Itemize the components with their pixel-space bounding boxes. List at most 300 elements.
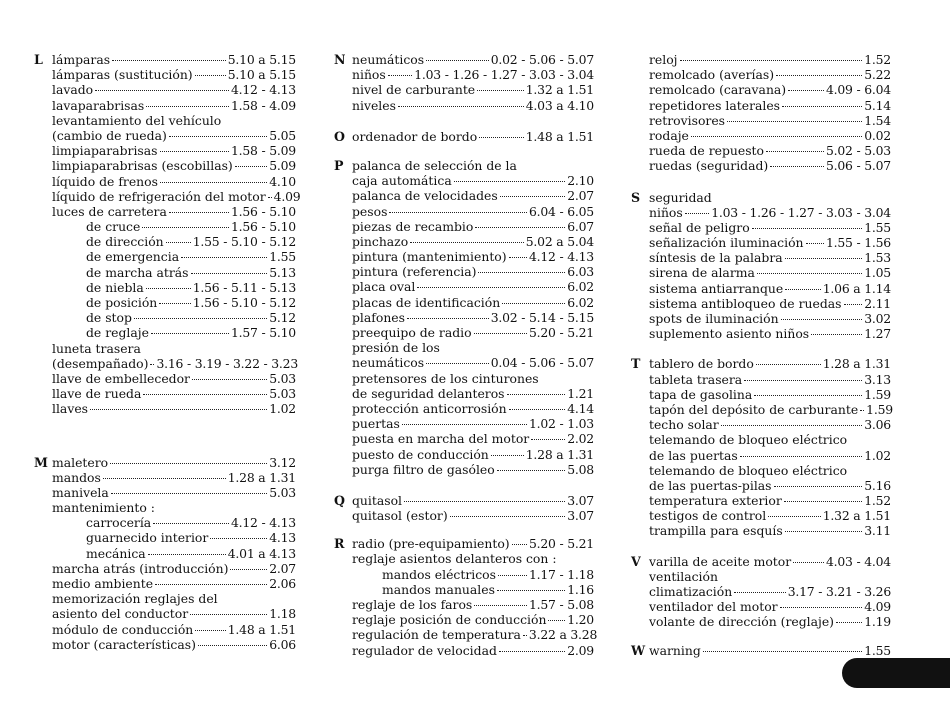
entry-label: tableta trasera bbox=[649, 371, 743, 387]
index-entry bbox=[649, 190, 891, 205]
entry-label: de cruce bbox=[86, 219, 141, 235]
entry-label: luces de carretera bbox=[52, 203, 167, 219]
dot-leader bbox=[195, 75, 226, 76]
index-entry bbox=[649, 599, 891, 614]
index-entry bbox=[52, 356, 296, 371]
entry-page-ref: 2.02 bbox=[567, 431, 594, 447]
entry-label: ruedas (seguridad) bbox=[649, 158, 769, 174]
entry-label: presión de los bbox=[352, 340, 440, 356]
index-entry bbox=[649, 205, 891, 220]
entry-label: retrovisores bbox=[649, 112, 726, 128]
index-column-middle bbox=[334, 52, 598, 658]
dot-leader bbox=[782, 106, 862, 107]
entry-page-ref: 1.55 bbox=[269, 249, 296, 265]
index-entry bbox=[352, 551, 594, 566]
entry-label: de seguridad delanteros bbox=[352, 385, 505, 401]
index-entry bbox=[649, 523, 891, 538]
dot-leader bbox=[727, 121, 862, 122]
section-letter: T bbox=[631, 356, 641, 372]
dot-leader bbox=[402, 424, 527, 425]
dot-leader bbox=[210, 538, 267, 539]
index-entry bbox=[352, 371, 594, 386]
index-section bbox=[34, 52, 301, 417]
entry-page-ref: 1.16 bbox=[567, 581, 594, 597]
index-entry bbox=[52, 371, 296, 386]
entry-page-ref: 5.05 bbox=[269, 127, 296, 143]
index-section bbox=[334, 158, 594, 477]
index-entry bbox=[352, 508, 594, 523]
index-entry bbox=[649, 281, 891, 296]
entry-label: asiento del conductor bbox=[52, 606, 189, 622]
entry-page-ref: 5.06 - 5.07 bbox=[825, 158, 891, 174]
entry-page-ref: 1.55 bbox=[864, 219, 891, 235]
dot-leader bbox=[169, 136, 267, 137]
index-entry bbox=[52, 530, 296, 545]
entry-page-ref: 2.10 bbox=[567, 173, 594, 189]
entry-label: palanca de selección de la bbox=[352, 157, 517, 173]
index-entry bbox=[52, 280, 296, 295]
entry-label: rueda de repuesto bbox=[649, 143, 764, 159]
entry-page-ref: 2.07 bbox=[567, 188, 594, 204]
entry-page-ref: 1.17 - 1.18 bbox=[528, 566, 594, 582]
dot-leader bbox=[498, 575, 527, 576]
entry-label: marcha atrás (introducción) bbox=[52, 560, 229, 576]
dot-leader bbox=[860, 410, 864, 411]
entry-label: protección anticorrosión bbox=[352, 400, 507, 416]
entry-page-ref: 6.06 bbox=[269, 636, 296, 652]
dot-leader bbox=[507, 394, 566, 395]
entry-label: ordenador de bordo bbox=[352, 128, 478, 144]
index-entry bbox=[352, 447, 594, 462]
dot-leader bbox=[788, 90, 824, 91]
entry-page-ref: 1.48 a 1.51 bbox=[227, 621, 296, 637]
index-entry bbox=[52, 204, 296, 219]
index-entry bbox=[352, 612, 594, 627]
entry-label: líquido de frenos bbox=[52, 173, 158, 189]
index-entry bbox=[649, 265, 891, 280]
entry-label: lavado bbox=[52, 82, 94, 98]
entry-label: lámparas (sustitución) bbox=[52, 67, 193, 83]
entry-label: de las puertas-pilas bbox=[649, 477, 772, 493]
entry-label: mecánica bbox=[86, 545, 146, 561]
entry-label: reglaje posición de conducción bbox=[352, 612, 547, 628]
index-entry bbox=[352, 129, 594, 144]
index-entry bbox=[52, 265, 296, 280]
entry-label: mandos bbox=[52, 469, 101, 485]
entry-page-ref: 1.56 - 5.10 bbox=[230, 203, 296, 219]
entry-label: lavaparabrisas bbox=[52, 97, 145, 113]
entry-page-ref: 1.05 bbox=[864, 265, 891, 281]
index-entry bbox=[649, 387, 891, 402]
entry-page-ref: 2.06 bbox=[269, 576, 296, 591]
entry-page-ref: 1.55 bbox=[864, 642, 891, 658]
entry-label: tapa de gasolina bbox=[649, 386, 753, 402]
entry-page-ref: 4.12 - 4.13 bbox=[528, 249, 594, 265]
dot-leader bbox=[734, 592, 786, 593]
entry-page-ref: 1.56 - 5.10 bbox=[230, 219, 296, 235]
index-entry bbox=[649, 508, 891, 523]
entry-label: temperatura exterior bbox=[649, 493, 782, 509]
dot-leader bbox=[110, 463, 267, 464]
index-entry bbox=[352, 493, 594, 508]
index-entry bbox=[649, 478, 891, 493]
index-entry bbox=[649, 614, 891, 629]
entry-label: lámparas bbox=[52, 52, 111, 67]
dot-leader bbox=[497, 470, 565, 471]
entry-label: señal de peligro bbox=[649, 219, 750, 235]
entry-page-ref: 1.58 - 5.09 bbox=[230, 143, 296, 159]
entry-label: llaves bbox=[52, 401, 89, 417]
index-entry bbox=[649, 98, 891, 113]
entry-page-ref: 4.14 bbox=[567, 400, 594, 416]
index-entry bbox=[52, 219, 296, 234]
dot-leader bbox=[166, 242, 191, 243]
entry-page-ref: 5.09 bbox=[269, 158, 296, 174]
dot-leader bbox=[159, 303, 190, 304]
entry-label: reglaje asientos delanteros con : bbox=[352, 551, 557, 567]
entry-page-ref: 1.59 bbox=[864, 386, 891, 402]
entry-page-ref: 1.02 - 1.03 bbox=[528, 416, 594, 432]
entry-label: telemando de bloqueo eléctrico bbox=[649, 462, 848, 478]
entry-page-ref: 1.58 - 4.09 bbox=[230, 97, 296, 113]
entry-label: plafones bbox=[352, 309, 405, 325]
dot-leader bbox=[398, 106, 524, 107]
entry-label: varilla de aceite motor bbox=[649, 553, 792, 569]
entry-label: regulación de temperatura bbox=[352, 627, 521, 643]
entry-label: remolcado (caravana) bbox=[649, 82, 787, 98]
dot-leader bbox=[785, 258, 863, 259]
entry-label: reloj bbox=[649, 52, 678, 67]
entry-label: repetidores laterales bbox=[649, 97, 781, 113]
index-entry bbox=[649, 372, 891, 387]
index-entry bbox=[352, 340, 594, 355]
index-entry bbox=[52, 310, 296, 325]
entry-label: regulador de velocidad bbox=[352, 642, 497, 658]
entry-page-ref: 1.19 bbox=[864, 614, 891, 630]
dot-leader bbox=[426, 60, 489, 61]
section-letter: S bbox=[631, 189, 641, 205]
index-entry bbox=[352, 264, 594, 279]
index-entry bbox=[352, 325, 594, 340]
index-entry bbox=[352, 52, 594, 67]
entry-page-ref: 1.02 bbox=[864, 447, 891, 463]
entry-page-ref: 1.54 bbox=[864, 112, 891, 128]
index-entry bbox=[352, 188, 594, 203]
entry-page-ref: 1.28 a 1.31 bbox=[227, 469, 296, 485]
index-entry bbox=[52, 82, 296, 97]
index-entry bbox=[352, 98, 594, 113]
dot-leader bbox=[190, 614, 267, 615]
index-entry bbox=[352, 597, 594, 612]
dot-leader bbox=[146, 106, 229, 107]
index-entry bbox=[52, 637, 296, 652]
index-entry bbox=[649, 402, 891, 417]
section-letter: R bbox=[334, 536, 345, 552]
index-entry bbox=[352, 536, 594, 551]
dot-leader bbox=[548, 620, 565, 621]
dot-leader bbox=[691, 136, 862, 137]
entry-label: testigos de control bbox=[649, 508, 767, 524]
dot-leader bbox=[491, 455, 524, 456]
entry-label: pesos bbox=[352, 203, 388, 219]
index-entry bbox=[52, 98, 296, 113]
index-entry bbox=[649, 554, 891, 569]
entry-page-ref: 2.09 bbox=[567, 642, 594, 658]
entry-label: de las puertas bbox=[649, 447, 738, 463]
entry-label: ventilador del motor bbox=[649, 599, 778, 615]
section-letter: M bbox=[34, 454, 48, 470]
entry-label: sirena de alarma bbox=[649, 265, 755, 281]
section-letter: P bbox=[334, 157, 344, 173]
entry-page-ref: 5.08 bbox=[567, 461, 594, 477]
index-section bbox=[631, 643, 891, 658]
dot-leader bbox=[757, 273, 862, 274]
entry-page-ref: 1.02 bbox=[269, 401, 296, 417]
entry-label: nivel de carburante bbox=[352, 82, 476, 98]
page-edge-tab bbox=[842, 658, 950, 688]
index-entry bbox=[52, 386, 296, 401]
dot-leader bbox=[148, 554, 226, 555]
dot-leader bbox=[780, 607, 863, 608]
dot-leader bbox=[509, 257, 527, 258]
dot-leader bbox=[784, 501, 862, 502]
dot-leader bbox=[410, 242, 524, 243]
index-entry bbox=[352, 173, 594, 188]
entry-label: trampilla para esquís bbox=[649, 523, 783, 539]
index-entry bbox=[352, 416, 594, 431]
dot-leader bbox=[479, 137, 524, 138]
dot-leader bbox=[111, 493, 267, 494]
section-letter: O bbox=[334, 128, 345, 144]
entry-page-ref: 5.14 bbox=[864, 97, 891, 113]
dot-leader bbox=[192, 379, 267, 380]
entry-label: limpiaparabrisas (escobillas) bbox=[52, 158, 233, 174]
entry-page-ref: 3.12 bbox=[269, 454, 296, 470]
entry-label: (cambio de rueda) bbox=[52, 127, 167, 143]
dot-leader bbox=[153, 523, 229, 524]
entry-page-ref: 4.12 - 4.13 bbox=[230, 82, 296, 98]
dot-leader bbox=[230, 569, 267, 570]
dot-leader bbox=[512, 544, 527, 545]
index-entry bbox=[52, 249, 296, 264]
dot-leader bbox=[169, 212, 229, 213]
dot-leader bbox=[160, 151, 229, 152]
entry-label: de dirección bbox=[86, 234, 164, 250]
dot-leader bbox=[744, 380, 862, 381]
entry-label: suplemento asiento niños bbox=[649, 326, 810, 342]
index-entry bbox=[649, 113, 891, 128]
index-entry bbox=[352, 355, 594, 370]
index-section bbox=[334, 129, 594, 144]
dot-leader bbox=[756, 364, 821, 365]
entry-page-ref: 4.03 a 4.10 bbox=[525, 97, 594, 113]
entry-label: (desempañado) bbox=[52, 355, 149, 371]
index-entry bbox=[52, 52, 296, 67]
entry-label: niveles bbox=[352, 97, 396, 113]
dot-leader bbox=[768, 516, 821, 517]
dot-leader bbox=[806, 243, 824, 244]
dot-leader bbox=[766, 151, 824, 152]
entry-label: motor (características) bbox=[52, 636, 196, 652]
entry-page-ref: 1.27 bbox=[864, 326, 891, 342]
dot-leader bbox=[500, 196, 565, 197]
dot-leader bbox=[754, 395, 862, 396]
dot-leader bbox=[499, 651, 565, 652]
entry-page-ref: 5.10 a 5.15 bbox=[227, 67, 296, 83]
entry-label: puesto de conducción bbox=[352, 446, 489, 462]
index-entry bbox=[52, 591, 296, 606]
dot-leader bbox=[793, 562, 824, 563]
entry-page-ref: 5.20 - 5.21 bbox=[528, 325, 594, 340]
entry-page-ref: 3.02 - 5.14 - 5.15 bbox=[490, 309, 594, 325]
dot-leader bbox=[509, 409, 566, 410]
index-section bbox=[631, 52, 891, 174]
dot-leader bbox=[146, 288, 191, 289]
entry-page-ref: 3.07 bbox=[567, 492, 594, 508]
entry-label: mandos eléctricos bbox=[382, 566, 496, 582]
index-entry bbox=[52, 455, 296, 470]
index-entry bbox=[52, 485, 296, 500]
index-entry bbox=[352, 158, 594, 173]
index-entry bbox=[352, 627, 598, 643]
entry-label: techo solar bbox=[649, 417, 719, 433]
entry-label: pintura (referencia) bbox=[352, 264, 477, 280]
entry-label: de niebla bbox=[86, 279, 144, 295]
entry-page-ref: 4.09 - 6.04 bbox=[825, 82, 891, 98]
index-entry bbox=[52, 234, 296, 249]
entry-label: medio ambiente bbox=[52, 576, 154, 591]
entry-label: piezas de recambio bbox=[352, 218, 474, 234]
entry-label: rodaje bbox=[649, 127, 689, 143]
entry-page-ref: 1.57 - 5.10 bbox=[230, 325, 296, 341]
index-entry bbox=[649, 158, 891, 173]
entry-label: manivela bbox=[52, 484, 109, 500]
dot-leader bbox=[195, 630, 225, 631]
entry-label: carrocería bbox=[86, 515, 152, 531]
dot-leader bbox=[90, 409, 267, 410]
entry-label: radio (pre-equipamiento) bbox=[352, 536, 510, 552]
dot-leader bbox=[740, 456, 862, 457]
entry-label: llave de embellecedor bbox=[52, 370, 190, 386]
entry-label: sistema antiarranque bbox=[649, 280, 784, 296]
dot-leader bbox=[770, 166, 824, 167]
entry-page-ref: 2.11 bbox=[864, 295, 891, 311]
entry-label: módulo de conducción bbox=[52, 621, 194, 637]
index-column-right bbox=[631, 52, 891, 658]
entry-label: placas de identificación bbox=[352, 294, 501, 310]
entry-label: niños bbox=[352, 67, 386, 83]
index-entry bbox=[352, 462, 594, 477]
dot-leader bbox=[497, 590, 565, 591]
index-entry bbox=[352, 295, 594, 310]
entry-page-ref: 1.52 bbox=[864, 52, 891, 67]
entry-label: seguridad bbox=[649, 189, 712, 205]
index-entry bbox=[649, 448, 891, 463]
entry-label: llave de rueda bbox=[52, 386, 142, 402]
index-section bbox=[34, 455, 296, 652]
entry-label: de posición bbox=[86, 295, 158, 310]
index-entry bbox=[52, 113, 296, 128]
entry-label: pintura (mantenimiento) bbox=[352, 249, 507, 265]
entry-page-ref: 4.13 bbox=[269, 530, 296, 546]
index-entry bbox=[352, 310, 594, 325]
dot-leader bbox=[407, 318, 489, 319]
entry-page-ref: 3.17 - 3.21 - 3.26 bbox=[787, 584, 891, 599]
index-entry bbox=[649, 569, 891, 584]
index-entry bbox=[52, 143, 296, 158]
index-entry bbox=[352, 431, 594, 446]
entry-label: de marcha atrás bbox=[86, 264, 189, 280]
section-letter: L bbox=[34, 52, 43, 67]
dot-leader bbox=[450, 516, 566, 517]
index-entry bbox=[649, 250, 891, 265]
dot-leader bbox=[502, 303, 565, 304]
dot-leader bbox=[844, 304, 863, 305]
entry-label: warning bbox=[649, 642, 701, 658]
entry-page-ref: 3.06 bbox=[864, 417, 891, 433]
dot-leader bbox=[389, 212, 527, 213]
index-entry bbox=[52, 295, 296, 310]
index-entry bbox=[52, 561, 296, 576]
entry-page-ref: 5.13 bbox=[269, 264, 296, 280]
index-entry bbox=[352, 67, 594, 82]
entry-page-ref: 3.16 - 3.19 - 3.22 - 3.23 bbox=[156, 355, 298, 371]
index-entry bbox=[649, 128, 891, 143]
entry-page-ref: 4.09 bbox=[273, 188, 301, 204]
entry-label: reglaje de los faros bbox=[352, 597, 473, 612]
entry-label: limpiaparabrisas bbox=[52, 143, 158, 159]
dot-leader bbox=[774, 486, 863, 487]
dot-leader bbox=[811, 334, 862, 335]
section-letter: W bbox=[631, 642, 646, 658]
entry-page-ref: 1.03 - 1.26 - 1.27 - 3.03 - 3.04 bbox=[711, 204, 891, 220]
index-entry bbox=[649, 235, 891, 250]
entry-page-ref: 4.03 - 4.04 bbox=[825, 553, 891, 569]
dot-leader bbox=[191, 273, 268, 274]
index-entry bbox=[52, 546, 296, 561]
entry-label: neumáticos bbox=[352, 52, 425, 67]
entry-label: memorización reglajes del bbox=[52, 591, 218, 607]
entry-page-ref: 5.02 a 5.04 bbox=[525, 233, 594, 249]
entry-page-ref: 5.10 a 5.15 bbox=[227, 52, 296, 67]
entry-label: spots de iluminación bbox=[649, 311, 779, 326]
index-entry bbox=[649, 643, 891, 658]
entry-page-ref: 6.02 bbox=[567, 294, 594, 310]
index-entry bbox=[352, 279, 594, 294]
dot-leader bbox=[388, 75, 412, 76]
index-entry bbox=[52, 325, 296, 340]
entry-label: preequipo de radio bbox=[352, 325, 472, 340]
index-entry bbox=[649, 417, 891, 432]
entry-label: pinchazo bbox=[352, 233, 409, 249]
index-entry bbox=[352, 582, 594, 597]
entry-page-ref: 1.32 a 1.51 bbox=[525, 82, 594, 98]
index-entry bbox=[649, 356, 891, 371]
index-entry bbox=[649, 493, 891, 508]
dot-leader bbox=[703, 651, 862, 652]
entry-page-ref: 5.20 - 5.21 bbox=[528, 536, 594, 552]
dot-leader bbox=[752, 228, 863, 229]
entry-label: levantamiento del vehículo bbox=[52, 112, 222, 128]
entry-page-ref: 5.03 bbox=[269, 386, 296, 402]
index-entry bbox=[649, 584, 891, 599]
entry-page-ref: 4.09 bbox=[864, 599, 891, 615]
index-entry bbox=[649, 296, 891, 311]
dot-leader bbox=[785, 289, 821, 290]
dot-leader bbox=[426, 363, 489, 364]
entry-page-ref: 0.02 - 5.06 - 5.07 bbox=[490, 52, 594, 67]
index-section bbox=[631, 554, 891, 630]
